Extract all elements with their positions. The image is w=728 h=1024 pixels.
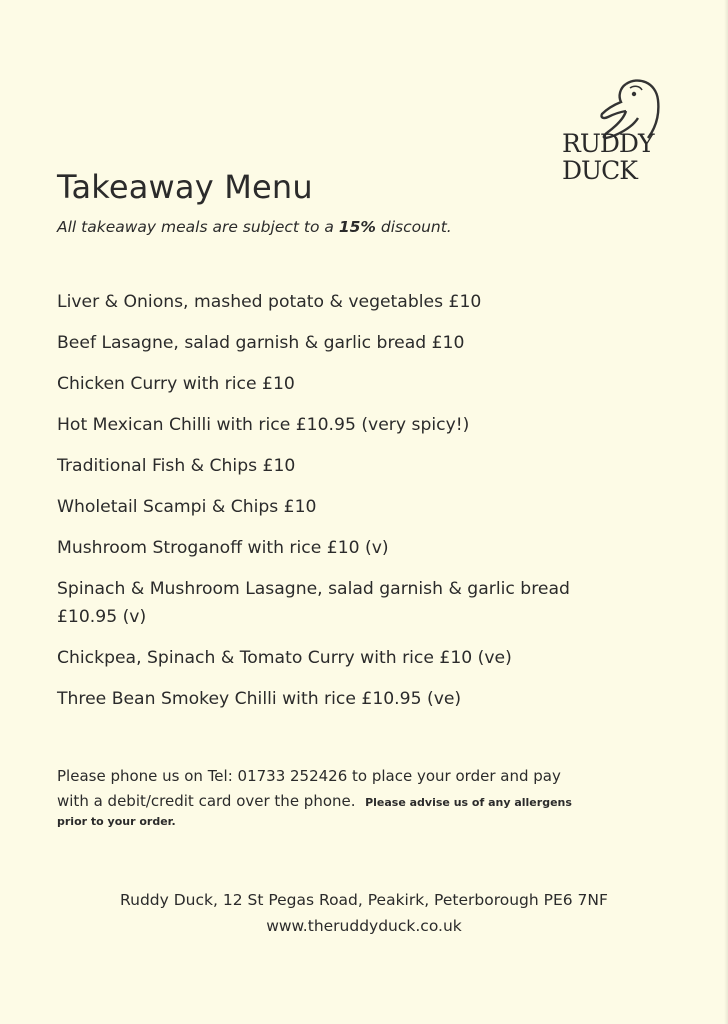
discount-note (57, 218, 452, 236)
menu-item: Chickpea, Spinach & Tomato Curry with rice £10 (ve) (57, 648, 512, 668)
logo-text-ruddy: RUDDY (562, 129, 654, 158)
order-line-2-text: with a debit/credit card over the phone. (57, 792, 356, 810)
menu-item: Hot Mexican Chilli with rice £10.95 (very spicy!) (57, 415, 470, 435)
page-title: Takeaway Menu (57, 168, 313, 206)
logo-text-duck: DUCK (562, 156, 637, 185)
footer-website: www.theruddyduck.co.uk (266, 917, 462, 935)
menu-item: Liver & Onions, mashed potato & vegetables £10 (57, 292, 482, 312)
menu-item: Beef Lasagne, salad garnish & garlic bread £10 (57, 333, 465, 353)
allergen-note-1: Please advise us of any allergens (365, 796, 572, 809)
discount-note-before: All takeaway meals are subject to a (57, 218, 339, 236)
menu-item: Wholetail Scampi & Chips £10 (57, 497, 317, 517)
order-line-1: Please phone us on Tel: 01733 252426 to place your order and pay (57, 767, 561, 785)
ruddy-duck-logo (556, 74, 666, 194)
order-instructions (57, 764, 657, 831)
page-edge (724, 0, 728, 1024)
menu-item: Three Bean Smokey Chilli with rice £10.95 (ve) (57, 689, 462, 709)
menu-item: Mushroom Stroganoff with rice £10 (v) (57, 538, 389, 558)
discount-percent: 15% (338, 218, 376, 236)
menu-list (57, 288, 657, 726)
footer-address: Ruddy Duck, 12 St Pegas Road, Peakirk, Peterborough PE6 7NF (120, 891, 608, 909)
allergen-note-2: prior to your order. (57, 815, 176, 828)
discount-note-after: discount. (375, 218, 452, 236)
menu-item: Traditional Fish & Chips £10 (57, 456, 296, 476)
footer (0, 887, 728, 939)
menu-item: Spinach & Mushroom Lasagne, salad garnish & garlic bread £10.95 (v) (57, 579, 570, 627)
menu-item: Chicken Curry with rice £10 (57, 374, 295, 394)
order-line-2 (57, 789, 657, 815)
